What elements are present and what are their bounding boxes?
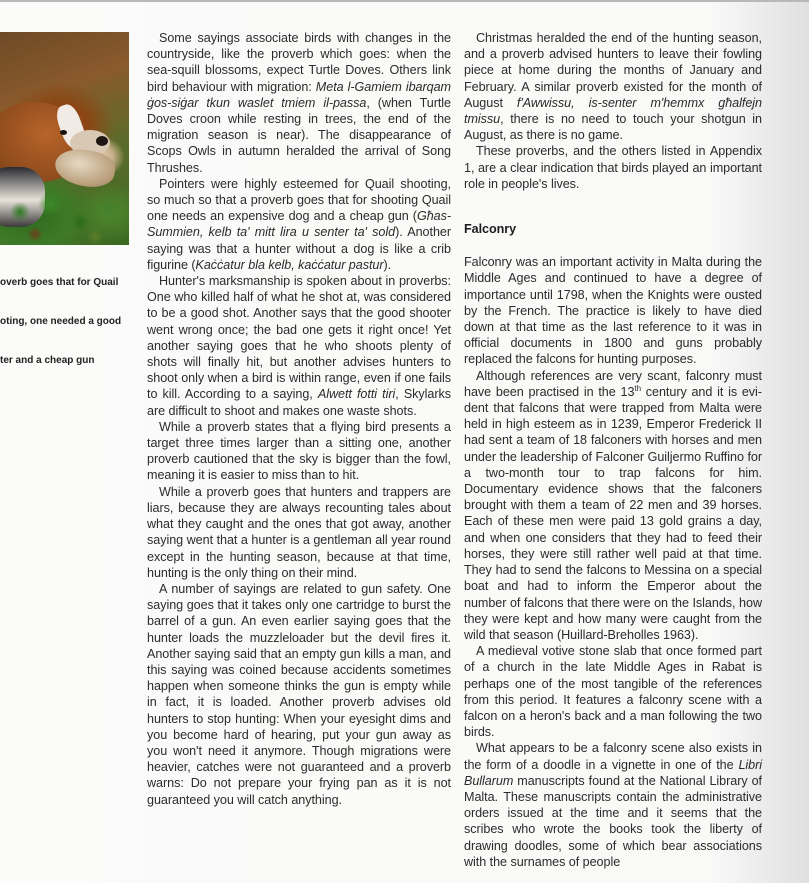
paragraph-text: Hunter's marksmanship is spoken about in proverbs: One who killed half of what he shot at, was considered to be a good shot. Another says that the good shooter went wrong once; the bad one gets it right once! Yet another saying goes that he who shoots plenty of shots will finally hit, but another advises hunters to shoot only when a bird is within range, even if one fails to kill. According to a saying, xyxy=(147,274,451,402)
body-paragraph xyxy=(147,176,451,273)
maltese-proverb-text: f'Awwissu, is-senter m'hemmx għalfejn tmissu xyxy=(464,95,762,127)
maltese-proverb-text: Alwett fotti tiri xyxy=(317,387,396,402)
paragraph-text: Falconry was an important activity in Malta during the Middle Ages and continued to have a degree of importance until 1798, when the Knights were ousted by the French. The practice is likely to have died down at that time as the last reference to it was in official documents in 1800 and guns probably replaced the falcons for hunting purposes. xyxy=(464,255,762,367)
body-paragraph xyxy=(147,30,451,176)
paragraph-text: , (when Turtle Doves croon while resting in trees, the end of the migration season is near). The disappearance of Scops Owls in autumn heralded the arrival of Song Thrushes. xyxy=(147,95,451,175)
body-paragraph xyxy=(147,484,451,581)
paragraph-text: Christmas heralded the end of the hunting season, and a proverb advised hunters to leave their fowling piece at home during the months of January and February. A similar proverb existed for the month of August xyxy=(464,31,762,110)
caption-line: oting, one needed a good xyxy=(0,316,122,327)
body-paragraph xyxy=(464,254,762,367)
section-heading-falconry: Falconry xyxy=(464,222,517,237)
dog-with-quail-photo xyxy=(0,32,129,245)
paragraph-text: century and it is evident that falcons that were trapped from Malta were held in high esteem as in 1239, Emperor Frederick II had sent a team of 18 falconers with horses and men under the leadership of Falconer Guiljermo Ruffino for a two-month tour to trap falcons for him. Documentary evidence shows that the falconers brought with them a team of 22 men and 39 horses. Each of these men were paid 13 gold grains a day, and when one considers that they had to feed their horses, they were still rather well paid at that time. They had to send the falcons to Messina on a special boat and had to inform the Emperor about the number of falcons that there were on the Islands, how they were kept and how many were caught from the wild that season (Huillard-Breholles 1963). xyxy=(464,384,762,642)
body-paragraph xyxy=(464,643,762,740)
body-paragraph xyxy=(464,368,762,643)
body-paragraph xyxy=(464,30,762,143)
body-paragraph xyxy=(147,581,451,808)
foliage-shape xyxy=(0,192,129,245)
book-page xyxy=(0,2,809,883)
maltese-proverb-text: Libri Bullarum xyxy=(464,757,762,788)
maltese-proverb-text: Għas-Summien, kelb ta' mitt lira u senter ta' sold xyxy=(147,209,451,240)
paragraph-text: A number of sayings are related to gun safety. One saying goes that it takes only one cartridge to burst the barrel of a gun. An even earlier saying goes that the hunter loads the muzzleloader but the devil fires it. Another saying said that an empty gun kills a man, and this saying was coined because accidents sometimes happen when someone thinks the gun is empty while in fact, it is loaded. Another proverb advises old hunters to stop hunting: When your eyesight dims and you become hard of hearing, put your gun away as you won't need it anymore. Though migrations were heavier, catches were not guaranteed and a proverb warns: Do not prepare your frying pan as it is not guaranteed you will catch anything. xyxy=(147,581,451,807)
dog-eye-shape xyxy=(60,130,67,135)
maltese-proverb-text: Meta l-Gamiem ibarqam ġos-siġar tkun waslet tmiem il-passa xyxy=(147,79,451,110)
caption-line: ter and a cheap gun xyxy=(0,355,95,366)
photo-caption xyxy=(0,250,134,393)
paragraph-text: What appears to be a falconry scene also exists in the form of a doodle in a vignette in one of the xyxy=(464,741,762,772)
superscript-text: th xyxy=(634,383,641,393)
paragraph-text: A medieval votive stone slab that once formed part of a church in the late Middle Ages in Rabat is perhaps one of the most tangible of the references from this period. It features a falconry scene with a falcon on a heron's back and a man following the two birds. xyxy=(464,644,762,740)
falconry-section-body xyxy=(464,254,762,870)
caption-line: overb goes that for Quail xyxy=(0,277,119,288)
paragraph-text: , Skylarks are difficult to shoot and makes one waste shots. xyxy=(147,387,452,418)
proverbs-conclusion xyxy=(464,30,762,192)
paragraph-text: Pointers were highly esteemed for Quail shooting, so much so that a proverb goes that for shooting Quail one needs an expensive dog and a cheap gun ( xyxy=(147,176,451,224)
paragraph-text: , there is no need to touch your shotgun in August, as there is no game. xyxy=(464,112,762,143)
left-text-column xyxy=(147,30,451,808)
paragraph-text: ). xyxy=(383,257,392,272)
paragraph-text: manuscripts found at the National Library of Malta. These manuscripts contain the administrative orders issued at the time and it seems that the scribes who wrote the books took the liberty of drawing doodles, some of which bear associations with the surnames of people xyxy=(464,773,762,869)
paragraph-text: Some sayings associate birds with changes in the countryside, like the proverb which goes: when the sea-squill blossoms, expect Turtle Doves. Others link bird behaviour with migration: xyxy=(147,31,451,94)
body-paragraph xyxy=(147,419,451,484)
dog-nose-shape xyxy=(96,136,108,146)
paragraph-text: While a proverb states that a flying bird presents a target three times larger than a sitting one, another proverb cautioned that the sky is bigger than the fowl, meaning it is easier to miss than to hit. xyxy=(147,419,451,483)
maltese-proverb-text: Kaċċatur bla kelb, kaċċatur pastur xyxy=(195,257,384,272)
body-paragraph xyxy=(464,740,762,870)
paragraph-text: Although references are very scant, falconry must have been practised in the 13 xyxy=(464,368,762,399)
paragraph-text: ). Another saying was that a hunter without a dog is like a crib figurine ( xyxy=(147,225,451,272)
right-text-column xyxy=(464,30,762,870)
body-paragraph xyxy=(464,143,762,192)
paragraph-text: While a proverb goes that hunters and trappers are liars, because they are always recounting tales about what they caught and the ones that got away, another saying went that a hunter is a gentleman all year round except in the hunting season, because at that time, hunting is the only thing on their mind. xyxy=(147,484,451,580)
body-paragraph xyxy=(147,273,451,419)
paragraph-text: These proverbs, and the others listed in Appendix 1, are a clear indication that birds played an important role in people's lives. xyxy=(464,144,762,191)
